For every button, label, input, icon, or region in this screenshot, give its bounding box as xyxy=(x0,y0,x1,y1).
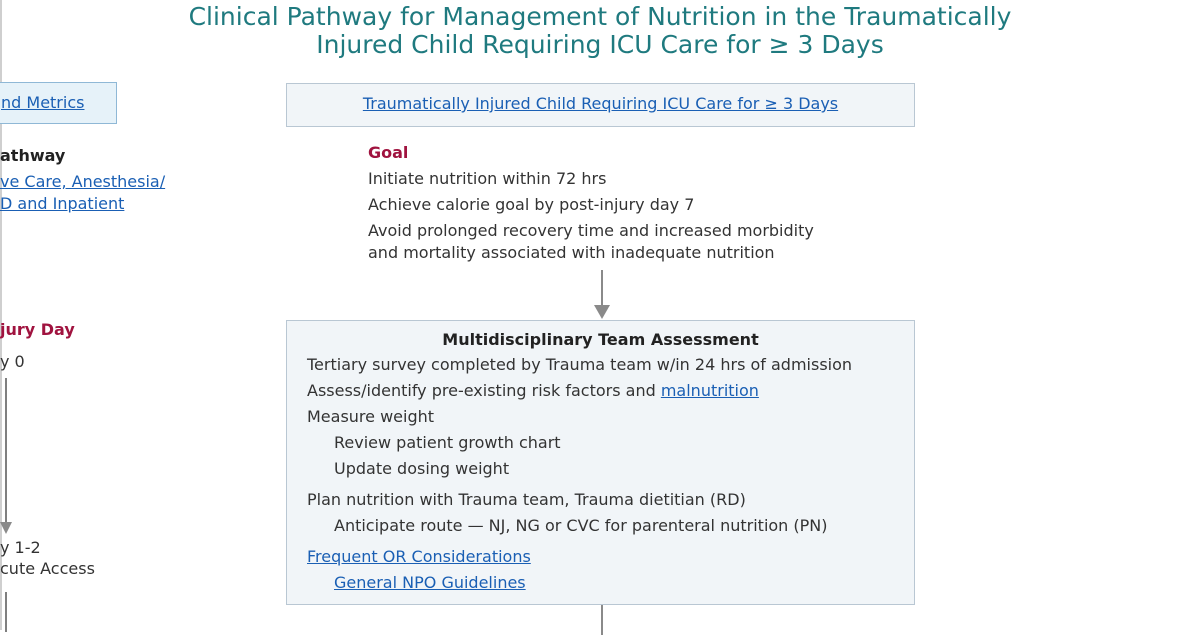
npo-guidelines-link[interactable]: General NPO Guidelines xyxy=(334,573,526,592)
page-title-line-1: Clinical Pathway for Management of Nutrition in the Traumatically xyxy=(188,2,1012,31)
plan-nutrition-text: Plan nutrition with Trauma team, Trauma dietitian (RD) xyxy=(307,490,746,509)
page-title-line-2: Injured Child Requiring ICU Care for ≥ 3 Days xyxy=(316,30,884,59)
goal-item: and mortality associated with inadequate nutrition xyxy=(368,243,775,262)
traumatically-injured-link[interactable]: Traumatically Injured Child Requiring ICU Care for ≥ 3 Days xyxy=(362,94,839,113)
goal-heading: Goal xyxy=(368,143,409,162)
injury-day-heading: jury Day xyxy=(0,320,75,339)
goal-item: Initiate nutrition within 72 hrs xyxy=(368,169,607,188)
day-1-2-label: y 1-2 xyxy=(0,538,41,557)
day-0-label: y 0 xyxy=(0,352,25,371)
pathway-heading: athway xyxy=(0,146,66,165)
goal-block xyxy=(368,142,814,264)
or-considerations-link[interactable]: Frequent OR Considerations xyxy=(307,547,531,566)
left-timeline-line xyxy=(5,378,7,524)
flow-connector-lower xyxy=(601,605,603,635)
review-growth-text: Review patient growth chart xyxy=(334,433,561,452)
acute-access-label: cute Access xyxy=(0,559,95,578)
pathway-entry-box xyxy=(286,83,915,127)
team-assessment-box xyxy=(286,320,915,605)
goal-item: Achieve calorie goal by post-injury day 7 xyxy=(368,195,695,214)
pathway-link-line-1[interactable]: ve Care, Anesthesia/ xyxy=(0,172,166,191)
metrics-box xyxy=(0,82,117,124)
left-timeline-arrowhead xyxy=(0,522,12,534)
metrics-link[interactable]: nd Metrics xyxy=(1,93,85,112)
assess-risk-line xyxy=(307,380,914,402)
goal-item: Avoid prolonged recovery time and increased morbidity xyxy=(368,221,814,240)
measure-weight-text: Measure weight xyxy=(307,407,435,426)
malnutrition-link[interactable]: malnutrition xyxy=(660,381,759,400)
team-assessment-heading: Multidisciplinary Team Assessment xyxy=(442,330,759,349)
pathway-link-line-2[interactable]: D and Inpatient xyxy=(0,194,125,213)
update-dosing-text: Update dosing weight xyxy=(334,459,510,478)
flow-connector xyxy=(601,270,603,306)
assess-risk-text: Assess/identify pre-existing risk factors and xyxy=(307,381,661,400)
flow-arrowhead xyxy=(594,305,610,319)
left-timeline-line-lower xyxy=(5,592,7,632)
anticipate-route-text: Anticipate route — NJ, NG or CVC for parenteral nutrition (PN) xyxy=(334,516,828,535)
tertiary-survey-text: Tertiary survey completed by Trauma team w/in 24 hrs of admission xyxy=(307,355,853,374)
